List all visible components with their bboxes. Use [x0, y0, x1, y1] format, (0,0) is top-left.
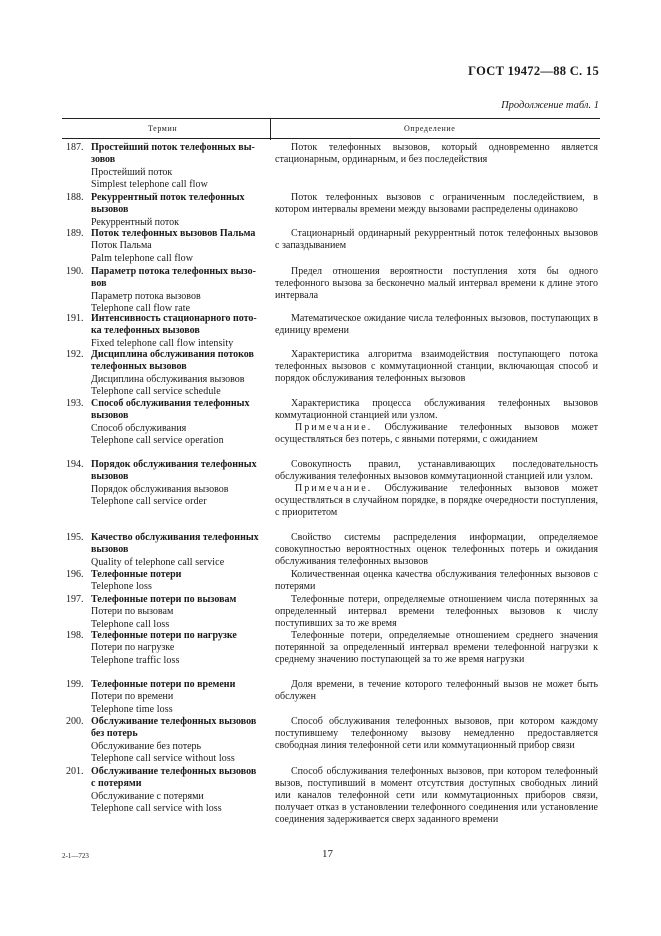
term-synonym: Порядок обслуживания вызовов: [91, 483, 229, 495]
definition-text: Поток телефонных вызовов с ограниченным последействием, в котором интервалы времени между вызовами распределены одинаково: [275, 192, 598, 216]
term-synonym: Потери по времени: [91, 691, 174, 703]
term-synonym: Способ обслуживания: [91, 422, 187, 434]
definition-cell: [275, 459, 598, 519]
term-english: Telephone call service operation: [91, 434, 224, 446]
table-continuation-label: Продолжение табл. 1: [501, 100, 599, 111]
page-number: 17: [322, 848, 333, 860]
term-title-cont: ка телефонных вызовов: [91, 325, 200, 337]
term-english: Telephone call service order: [91, 495, 207, 507]
term-cell: [66, 459, 266, 508]
definition-text: Характеристика процесса обслуживания телефонных вызовов коммутационной станцией или узлом.: [275, 398, 598, 422]
definition-text: Способ обслуживания телефонных вызовов, при котором каждому поступившему телефонному вызову немедленно предоставляется свободная линия телефонной сети или коммутационный прибор связи: [275, 716, 598, 752]
term-synonym: Рекуррентный поток: [91, 216, 179, 228]
term-cell: [66, 716, 266, 765]
footer-print-code: 2-1—723: [62, 852, 89, 860]
term-english: Telephone call service schedule: [91, 385, 221, 397]
term-title-cont: с потерями: [91, 778, 142, 790]
term-synonym: Параметр потока вызовов: [91, 290, 201, 302]
note-label: Примечание.: [295, 483, 373, 495]
column-header-definition: Определение: [404, 124, 456, 133]
term-synonym: Дисциплина обслуживания вызовов: [91, 373, 245, 385]
term-english: Telephone traffic loss: [91, 654, 180, 666]
term-english: Telephone call flow rate: [91, 302, 191, 314]
definition-cell: [275, 716, 598, 752]
term-title: Поток телефонных вызовов Пальма: [91, 228, 256, 239]
term-title-cont: вызовов: [91, 204, 129, 216]
term-number: 198.: [66, 630, 84, 641]
term-number: 201.: [66, 766, 84, 777]
definition-cell: [275, 349, 598, 385]
term-title: Порядок обслуживания телефонных: [91, 459, 257, 470]
term-title: Телефонные потери: [91, 569, 182, 580]
term-cell: [66, 228, 266, 265]
term-synonym: Обслуживание без потерь: [91, 740, 202, 752]
note-label: Примечание.: [295, 422, 373, 434]
term-cell: [66, 569, 266, 594]
term-cell: [66, 192, 266, 229]
term-cell: [66, 349, 266, 398]
definition-cell: [275, 313, 598, 337]
definition-cell: [275, 532, 598, 568]
term-cell: [66, 679, 266, 716]
term-cell: [66, 594, 266, 631]
term-title: Телефонные потери по нагрузке: [91, 630, 237, 641]
definition-cell: [275, 192, 598, 216]
definition-cell: [275, 630, 598, 666]
term-synonym: Простейший поток: [91, 166, 173, 178]
term-synonym: Обслуживание с потерями: [91, 790, 204, 802]
term-english: Telephone call service without loss: [91, 752, 235, 764]
term-title-cont: вызовов: [91, 410, 129, 422]
note-text: Обслуживание телефонных вызовов может осуществляться без потерь, с явными потерями, с ожиданием: [275, 422, 598, 446]
definition-text: Характеристика алгоритма взаимодействия поступающего потока телефонных вызовов с коммутационной станции, включающая способ и порядок обслуживания телефонных вызовов: [275, 349, 598, 385]
definition-text: Свойство системы распределения информации, определяемое совокупностью вероятностных оценок телефонных потерь и ожидания обслуживания телефонных вызовов: [275, 532, 598, 568]
term-title: Параметр потока телефонных вызо-: [91, 266, 256, 277]
definition-cell: [275, 679, 598, 703]
term-cell: [66, 266, 266, 315]
definition-cell: [275, 398, 598, 446]
term-number: 193.: [66, 398, 84, 409]
term-title: Обслуживание телефонных вызовов: [91, 716, 257, 727]
term-title: Рекуррентный поток телефонных: [91, 192, 245, 203]
term-title-cont: вызовов: [91, 471, 129, 483]
definition-text: Количественная оценка качества обслуживания телефонных вызовов с потерями: [275, 569, 598, 593]
term-title: Телефонные потери по вызовам: [91, 594, 237, 605]
term-number: 194.: [66, 459, 84, 470]
term-number: 200.: [66, 716, 84, 727]
term-cell: [66, 313, 266, 350]
definition-note: [275, 483, 598, 519]
term-english: Telephone call loss: [91, 618, 170, 630]
term-number: 192.: [66, 349, 84, 360]
term-title-cont: без потерь: [91, 728, 138, 740]
definition-text: Стационарный ординарный рекуррентный поток телефонных вызовов с запаздыванием: [275, 228, 598, 252]
definition-text: Совокупность правил, устанавливающих последовательность обслуживания телефонных вызовов коммутационной станцией или узлом.: [275, 459, 598, 483]
definition-text: Предел отношения вероятности поступления хотя бы одного телефонного вызова за бесконечно малый интервал времени к длине этого интервала: [275, 266, 598, 302]
definition-text: Доля времени, в течение которого телефонный вызов не может быть обслужен: [275, 679, 598, 703]
definition-cell: [275, 142, 598, 166]
note-text: Обслуживание телефонных вызовов может осуществляться в случайном порядке, в порядке очередности поступления, с приоритетом: [275, 483, 598, 519]
definition-note: [275, 422, 598, 446]
term-number: 191.: [66, 313, 84, 324]
column-header-term: Термин: [148, 124, 178, 133]
term-number: 196.: [66, 569, 84, 580]
term-number: 187.: [66, 142, 84, 153]
term-title: Интенсивность стационарного пото-: [91, 313, 257, 324]
term-title-cont: зовов: [91, 154, 116, 166]
term-english: Telephone call service with loss: [91, 802, 222, 814]
term-number: 199.: [66, 679, 84, 690]
definition-cell: [275, 266, 598, 302]
term-title: Способ обслуживания телефонных: [91, 398, 250, 409]
term-english: Telephone time loss: [91, 703, 173, 715]
definition-cell: [275, 228, 598, 252]
term-cell: [66, 142, 266, 191]
term-synonym: Поток Пальма: [91, 240, 152, 252]
page-header-title: ГОСТ 19472—88 С. 15: [468, 64, 599, 78]
term-title-cont: вызовов: [91, 544, 129, 556]
term-title: Качество обслуживания телефонных: [91, 532, 259, 543]
term-english: Quality of telephone call service: [91, 556, 225, 568]
table-column-divider: [270, 118, 271, 140]
definition-cell: [275, 569, 598, 593]
term-english: Fixed telephone call flow intensity: [91, 337, 234, 349]
term-cell: [66, 766, 266, 815]
definition-text: Телефонные потери, определяемые отношением числа потерянных за определенный интервал времени телефонных вызовов к числу поступивших за то же время: [275, 594, 598, 630]
definition-text: Математическое ожидание числа телефонных вызовов, поступающих в единицу времени: [275, 313, 598, 337]
term-title: Дисциплина обслуживания потоков: [91, 349, 254, 360]
term-title: Обслуживание телефонных вызовов: [91, 766, 257, 777]
term-title-cont: вов: [91, 278, 107, 290]
table-header-rule: [62, 138, 600, 139]
definition-text: Способ обслуживания телефонных вызовов, при котором телефонный вызов, поступивший в момент отсутствия доступных свободных линий или каналов телефонной сети или коммутационных приборов связи, получает отказ в установлении телефонного соединения или установление соединения задерживается сверх заданного времени: [275, 766, 598, 826]
definition-text: Телефонные потери, определяемые отношением среднего значения потерянной за определенный интервал времени телефонной нагрузки к среднему значению поступающей за то же время нагрузки: [275, 630, 598, 666]
term-number: 197.: [66, 594, 84, 605]
term-number: 195.: [66, 532, 84, 543]
term-synonym: Потери по вызовам: [91, 606, 174, 618]
table-top-rule: [62, 118, 600, 119]
definition-cell: [275, 766, 598, 826]
term-title: Телефонные потери по времени: [91, 679, 236, 690]
term-number: 190.: [66, 266, 84, 277]
term-english: Simplest telephone call flow: [91, 178, 208, 190]
term-title-cont: телефонных вызовов: [91, 361, 187, 373]
term-synonym: Потери по нагрузке: [91, 642, 175, 654]
definition-cell: [275, 594, 598, 630]
term-number: 189.: [66, 228, 84, 239]
term-cell: [66, 532, 266, 569]
term-title: Простейший поток телефонных вы-: [91, 142, 255, 153]
term-english: Palm telephone call flow: [91, 252, 194, 264]
definition-text: Поток телефонных вызовов, который одновременно является стационарным, ординарным, и без последействия: [275, 142, 598, 166]
term-cell: [66, 630, 266, 667]
term-english: Telephone loss: [91, 581, 152, 593]
term-cell: [66, 398, 266, 447]
term-number: 188.: [66, 192, 84, 203]
